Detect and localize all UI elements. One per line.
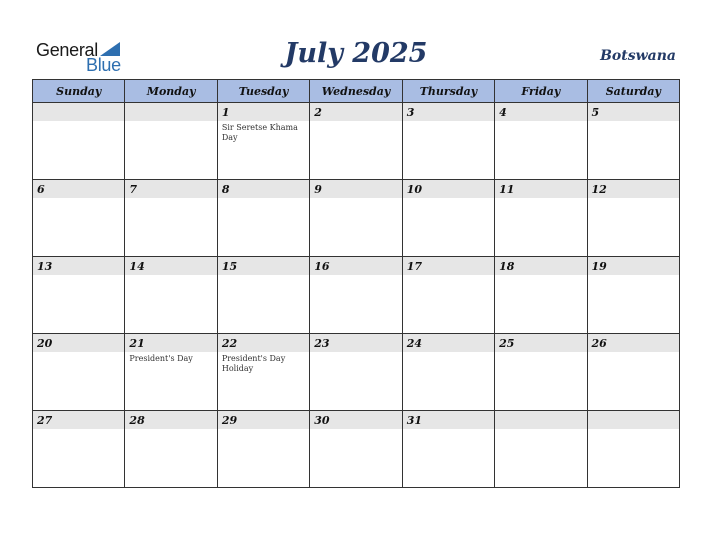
- day-cell: [217, 411, 309, 488]
- day-number: 28: [125, 411, 216, 429]
- day-number: 13: [33, 257, 124, 275]
- day-cell: [402, 180, 494, 257]
- day-number: 23: [310, 334, 401, 352]
- page-title: July 2025: [284, 38, 428, 69]
- day-number: 25: [495, 334, 586, 352]
- holiday-label: Sir Seretse Khama Day: [221, 123, 298, 142]
- logo-blue-text: Blue: [86, 55, 121, 75]
- day-number: 5: [588, 103, 679, 121]
- day-number: 7: [125, 180, 216, 198]
- day-cell: [587, 411, 679, 488]
- day-cell: [495, 334, 587, 411]
- day-cell: [495, 257, 587, 334]
- day-number: 3: [403, 103, 494, 121]
- week-row: [33, 103, 680, 180]
- week-row: [33, 334, 680, 411]
- day-cell: [402, 334, 494, 411]
- day-number: 9: [310, 180, 401, 198]
- day-number: [495, 411, 586, 429]
- weekday-monday: Monday: [125, 80, 217, 103]
- day-cell: [125, 334, 217, 411]
- day-number: 11: [495, 180, 586, 198]
- day-number: 30: [310, 411, 401, 429]
- day-cell: [587, 180, 679, 257]
- weekday-header-row: [33, 80, 680, 103]
- day-number: 16: [310, 257, 401, 275]
- day-cell: [495, 411, 587, 488]
- day-cell: [217, 334, 309, 411]
- day-number: 8: [218, 180, 309, 198]
- day-number: 22: [218, 334, 309, 352]
- day-number: [33, 103, 124, 121]
- day-number: 17: [403, 257, 494, 275]
- day-number: [588, 411, 679, 429]
- day-number: 20: [33, 334, 124, 352]
- day-cell: [33, 257, 125, 334]
- day-number: 26: [588, 334, 679, 352]
- week-row: [33, 180, 680, 257]
- day-number: 2: [310, 103, 401, 121]
- day-cell: [402, 411, 494, 488]
- weekday-saturday: Saturday: [587, 80, 679, 103]
- day-number: 18: [495, 257, 586, 275]
- day-cell: [33, 103, 125, 180]
- week-row: [33, 257, 680, 334]
- day-cell: [402, 103, 494, 180]
- day-number: 14: [125, 257, 216, 275]
- week-row: [33, 411, 680, 488]
- day-number: 15: [218, 257, 309, 275]
- day-cell: [125, 411, 217, 488]
- day-number: 29: [218, 411, 309, 429]
- day-cell: [217, 103, 309, 180]
- holiday-label: President's Day: [129, 354, 193, 363]
- weekday-friday: Friday: [495, 80, 587, 103]
- day-cell: [587, 257, 679, 334]
- day-cell: [310, 103, 402, 180]
- weekday-thursday: Thursday: [402, 80, 494, 103]
- day-cell: [33, 334, 125, 411]
- day-number: 10: [403, 180, 494, 198]
- day-cell: [495, 103, 587, 180]
- weekday-tuesday: Tuesday: [217, 80, 309, 103]
- day-number: 31: [403, 411, 494, 429]
- day-cell: [33, 180, 125, 257]
- day-number: 21: [125, 334, 216, 352]
- day-number: 4: [495, 103, 586, 121]
- day-number: 6: [33, 180, 124, 198]
- day-cell: [402, 257, 494, 334]
- day-cell: [310, 257, 402, 334]
- holiday-label: President's Day Holiday: [221, 354, 286, 373]
- calendar-grid: [32, 79, 680, 488]
- day-number: 27: [33, 411, 124, 429]
- day-number: 19: [588, 257, 679, 275]
- day-cell: [125, 257, 217, 334]
- day-cell: [310, 411, 402, 488]
- day-number: 1: [218, 103, 309, 121]
- day-cell: [587, 103, 679, 180]
- day-number: [125, 103, 216, 121]
- day-cell: [33, 411, 125, 488]
- day-cell: [217, 257, 309, 334]
- day-cell: [125, 180, 217, 257]
- weekday-wednesday: Wednesday: [310, 80, 402, 103]
- day-cell: [310, 334, 402, 411]
- day-number: 24: [403, 334, 494, 352]
- country-name: Botswana: [600, 48, 676, 64]
- day-cell: [495, 180, 587, 257]
- logo-general-text: General: [36, 40, 98, 60]
- day-cell: [217, 180, 309, 257]
- day-cell: [310, 180, 402, 257]
- weekday-sunday: Sunday: [33, 80, 125, 103]
- day-cell: [125, 103, 217, 180]
- day-cell: [587, 334, 679, 411]
- day-number: 12: [588, 180, 679, 198]
